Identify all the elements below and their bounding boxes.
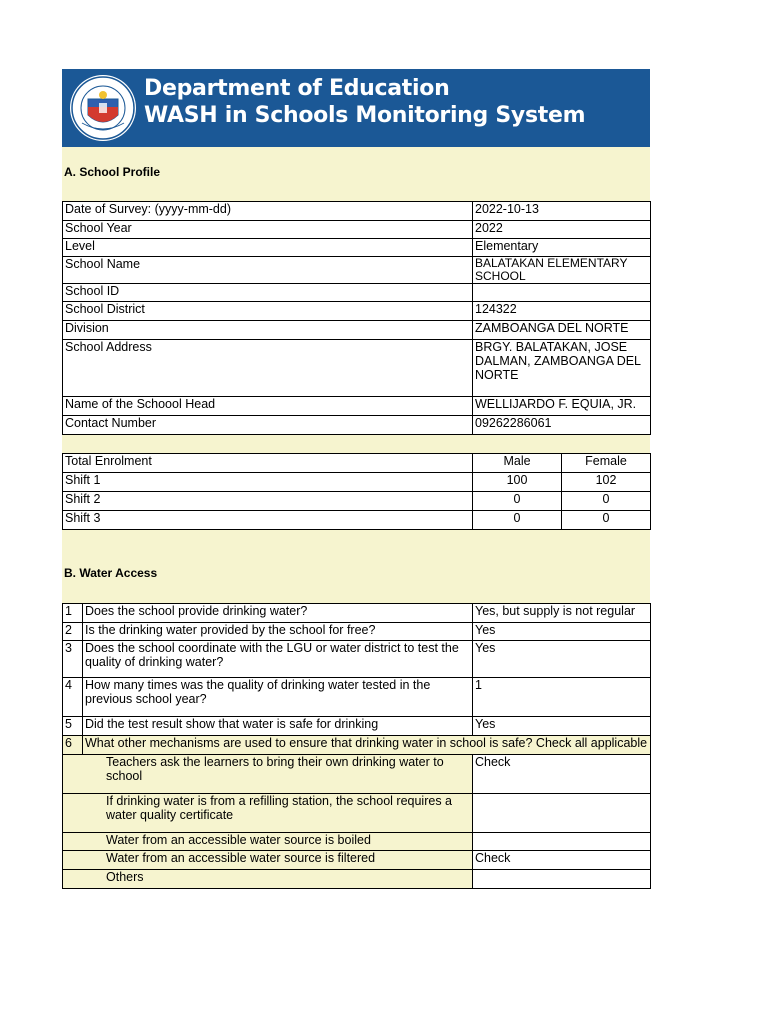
table-row [63,454,651,473]
question-text: How many times was the quality of drinking water tested in the previous school year? [83,678,473,717]
school-profile-table [62,201,651,435]
option-text: Water from an accessible water source is boiled [63,833,473,851]
question-number: 3 [63,641,83,678]
question-text: Does the school coordinate with the LGU or water district to test the quality of drinking water? [83,641,473,678]
profile-value[interactable]: Elementary [473,239,651,257]
table-row [63,202,651,221]
profile-label: Contact Number [63,416,473,435]
question-number: 6 [63,736,83,755]
form-sheet [62,69,650,889]
option-answer[interactable] [473,794,651,833]
question-text: What other mechanisms are used to ensure that drinking water in school is safe? Check all applicable [83,736,651,755]
profile-value[interactable]: 2022-10-13 [473,202,651,221]
table-row [63,870,651,889]
option-text: Others [63,870,473,889]
section-b-band [62,530,650,603]
option-answer[interactable]: Check [473,755,651,794]
option-answer[interactable]: Check [473,851,651,870]
profile-value[interactable]: 09262286061 [473,416,651,435]
profile-label: Division [63,321,473,340]
question-text: Did the test result show that water is safe for drinking [83,717,473,736]
female-count[interactable]: 0 [562,492,651,511]
table-row [63,794,651,833]
banner-title [144,75,585,129]
shift-label: Shift 2 [63,492,473,511]
question-answer[interactable]: Yes, but supply is not regular [473,604,651,623]
table-row [63,492,651,511]
header-banner [62,69,650,147]
shift-label: Shift 1 [63,473,473,492]
question-answer[interactable]: Yes [473,641,651,678]
table-row [63,717,651,736]
option-text: Teachers ask the learners to bring their own drinking water to school [63,755,473,794]
question-number: 5 [63,717,83,736]
male-count[interactable]: 100 [473,473,562,492]
table-row [63,239,651,257]
profile-label: Date of Survey: (yyyy-mm-dd) [63,202,473,221]
table-row [63,473,651,492]
profile-label: Level [63,239,473,257]
profile-value[interactable]: WELLIJARDO F. EQUIA, JR. [473,397,651,416]
header-line-1: Department of Education [144,76,450,101]
section-a-heading: A. School Profile [64,165,161,179]
female-count[interactable]: 102 [562,473,651,492]
table-row [63,321,651,340]
profile-label: School Year [63,221,473,239]
profile-label: School ID [63,284,473,302]
spacer-band [62,435,650,453]
question-text: Is the drinking water provided by the school for free? [83,623,473,641]
male-count[interactable]: 0 [473,492,562,511]
header-line-2: WASH in Schools Monitoring System [144,103,586,128]
profile-label: School Address [63,340,473,397]
profile-value[interactable]: 2022 [473,221,651,239]
profile-value[interactable] [473,284,651,302]
table-row [63,340,651,397]
question-number: 1 [63,604,83,623]
question-answer[interactable]: Yes [473,717,651,736]
question-number: 4 [63,678,83,717]
profile-label: School District [63,302,473,321]
enrolment-table [62,453,651,530]
question-number: 2 [63,623,83,641]
male-count[interactable]: 0 [473,511,562,530]
profile-value[interactable]: 124322 [473,302,651,321]
table-row [63,833,651,851]
question-text: Does the school provide drinking water? [83,604,473,623]
question-answer[interactable]: 1 [473,678,651,717]
shift-label: Shift 3 [63,511,473,530]
profile-label: School Name [63,257,473,284]
profile-value[interactable]: BRGY. BALATAKAN, JOSE DALMAN, ZAMBOANGA DEL NORTE [473,340,651,397]
water-access-table [62,603,651,889]
deped-seal-icon [68,73,138,143]
table-row [63,623,651,641]
profile-value[interactable]: BALATAKAN ELEMENTARY SCHOOL [473,257,651,284]
female-count[interactable]: 0 [562,511,651,530]
table-row [63,678,651,717]
table-row [63,604,651,623]
female-header: Female [562,454,651,473]
table-row [63,416,651,435]
table-row [63,736,651,755]
profile-label: Name of the Schoool Head [63,397,473,416]
table-row [63,284,651,302]
profile-value[interactable]: ZAMBOANGA DEL NORTE [473,321,651,340]
section-a-band [62,147,650,201]
section-b-heading: B. Water Access [64,566,158,580]
enrolment-header: Total Enrolment [63,454,473,473]
table-row [63,397,651,416]
table-row [63,511,651,530]
option-answer[interactable] [473,870,651,889]
table-row [63,755,651,794]
question-answer[interactable]: Yes [473,623,651,641]
option-answer[interactable] [473,833,651,851]
option-text: If drinking water is from a refilling station, the school requires a water quality certificate [63,794,473,833]
male-header: Male [473,454,562,473]
table-row [63,302,651,321]
table-row [63,257,651,284]
table-row [63,851,651,870]
option-text: Water from an accessible water source is filtered [63,851,473,870]
table-row [63,641,651,678]
table-row [63,221,651,239]
